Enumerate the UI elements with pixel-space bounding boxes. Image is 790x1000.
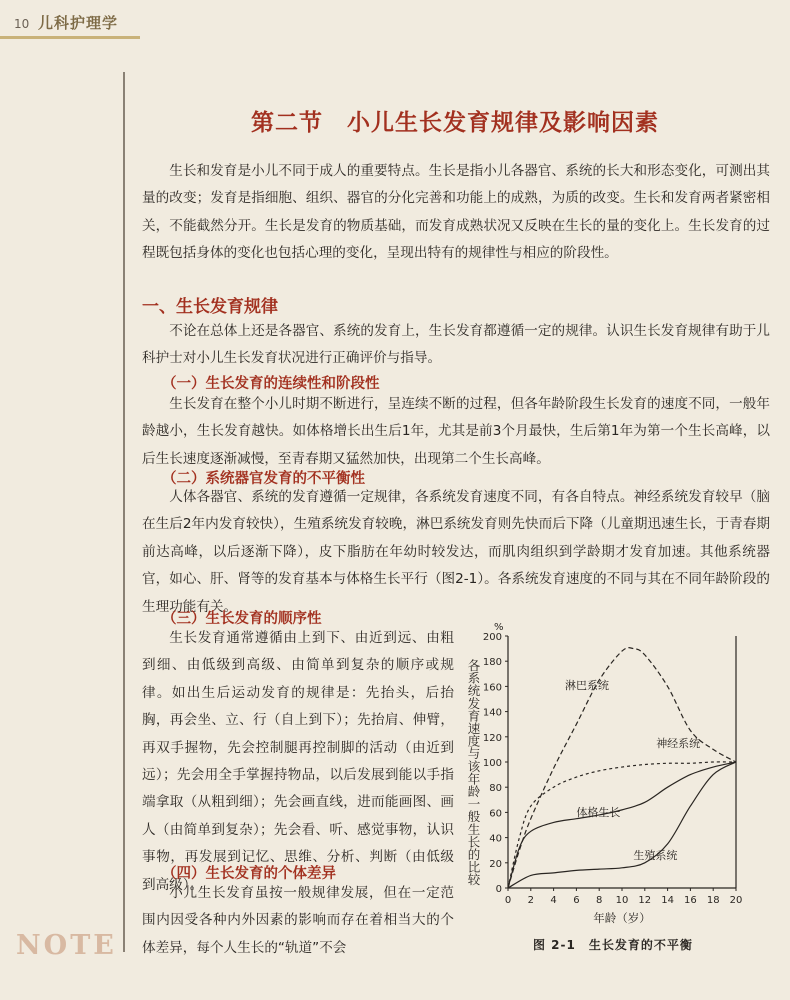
- nervous-series-label: 神经系统: [656, 736, 701, 750]
- x-tick-label: 16: [684, 895, 697, 906]
- reproductive-series-label: 生殖系统: [633, 849, 678, 863]
- y-tick-label: 200: [482, 632, 502, 643]
- x-tick-label: 8: [596, 895, 603, 906]
- x-tick-label: 4: [550, 895, 557, 906]
- note-margin-label: NOTE: [16, 930, 117, 961]
- y-tick-label: 60: [489, 808, 502, 820]
- x-tick-label: 0: [504, 895, 512, 906]
- rules-paragraph: 不论在总体上还是各器官、系统的发育上，生长发育都遵循一定的规律。认识生长发育规律有助于儿科护士对小儿生长发育状况进行正确评价与指导。: [142, 323, 770, 367]
- individual-difference-paragraph: 小儿生长发育虽按一般规律发展，但在一定范围内因受各种内外因素的影响而存在着相当大的个体差异，每个人生长的“轨道”不会: [142, 885, 454, 956]
- running-title: 儿科护理学: [38, 14, 119, 32]
- y-tick-label: 120: [482, 732, 502, 744]
- continuity-paragraph: 生长发育在整个小儿时期不断进行，呈连续不断的过程，但各年龄阶段生长发育的速度不同，一般年龄越小，生长发育越快。如体格增长出生后1年，尤其是前3个月最快，生后第1年为第一个生长高峰，以后生长速度逐渐减慢，至青春期又猛然加快，出现第二个生长高峰。: [142, 396, 770, 467]
- lymphatic-series-label: 淋巴系统: [565, 678, 609, 692]
- page-number: 10: [14, 17, 30, 31]
- growth-imbalance-chart: [460, 618, 750, 928]
- x-tick-label: 18: [706, 895, 720, 906]
- nervous-system-line: [508, 762, 736, 888]
- y-tick-label: 80: [489, 783, 502, 795]
- reproductive-system-line: [508, 762, 736, 888]
- y-tick-label: 160: [482, 682, 502, 694]
- y-tick-label: 100: [482, 758, 502, 769]
- y-axis-label: 各系统发育速度与该年龄一般生长的比较: [467, 658, 481, 888]
- lymphatic-system-line: [508, 648, 736, 888]
- intro-paragraph: 生长和发育是小儿不同于成人的重要特点。生长是指小儿各器官、系统的长大和形态变化，可测出其量的改变；发育是指细胞、组织、器官的分化完善和功能上的成熟，为质的改变。生长和发育两者紧密相关，不能截然分开。生长是发育的物质基础，而发育成熟状况又反映在生长的量的变化上。生长发育的过程既包括身体的变化也包括心理的变化，呈现出特有的规律性与相应的阶段性。: [142, 163, 770, 262]
- x-tick-label: 14: [661, 895, 674, 906]
- x-tick-label: 10: [615, 895, 629, 906]
- physical-series-label: 体格生长: [576, 806, 621, 820]
- heading-growth-rules: 一、生长发育规律: [142, 297, 278, 317]
- margin-rule: [123, 72, 125, 952]
- subheading-imbalance: （二）系统器官发育的不平衡性: [162, 471, 365, 487]
- figure-caption: 图 2-1 生长发育的不平衡: [533, 938, 693, 952]
- x-axis-label: 年龄（岁）: [593, 911, 651, 925]
- subheading-sequence: （三）生长发育的顺序性: [162, 611, 322, 627]
- x-tick-label: 2: [527, 895, 534, 906]
- y-tick-label: 40: [489, 833, 502, 845]
- physical-system-line: [508, 762, 736, 888]
- y-tick-label: 20: [489, 858, 502, 870]
- x-tick-label: 20: [729, 895, 743, 906]
- subheading-individual-difference: （四）生长发育的个体差异: [162, 866, 336, 882]
- x-tick-label: 6: [573, 895, 580, 906]
- imbalance-paragraph: 人体各器官、系统的发育遵循一定规律，各系统发育速度不同，有各自特点。神经系统发育较早（脑在生后2年内发育较快），生殖系统发育较晚，淋巴系统发育则先快而后下降（儿童期迅速生长，于青春期前达高峰，以后逐渐下降），皮下脂肪在年幼时较发达，而肌肉组织到学龄期才发育加速。其他系统器官，如心、肝、肾等的发育基本与体格生长平行（图2-1）。各系统发育速度的不同与其在不同年龄阶段的生理功能有关。: [142, 489, 770, 615]
- y-tick-label: 180: [482, 657, 502, 669]
- section-title: 第二节 小儿生长发育规律及影响因素: [251, 110, 659, 136]
- sequence-paragraph: 生长发育通常遵循由上到下、由近到远、由粗到细、由低级到高级、由简单到复杂的顺序或规律。如出生后运动发育的规律是：先抬头，后抬胸，再会坐、立、行（自上到下）；先抬肩、伸臂，再双手握物，先会控制腿再控制脚的活动（由近到远）；先会用全手掌握持物品，以后发展到能以手指端拿取（从粗到细）；先会画直线，进而能画图、画人（由简单到复杂）；先会看、听、感觉事物，认识事物，再发展到记忆、思维、分析、判断（由低级到高级）。: [142, 630, 454, 893]
- y-unit-label: %: [494, 622, 504, 633]
- header-rule: [0, 36, 140, 39]
- y-tick-label: 140: [482, 707, 502, 719]
- subheading-continuity: （一）生长发育的连续性和阶段性: [162, 376, 380, 392]
- y-tick-label: 0: [495, 884, 502, 895]
- x-tick-label: 12: [638, 895, 652, 906]
